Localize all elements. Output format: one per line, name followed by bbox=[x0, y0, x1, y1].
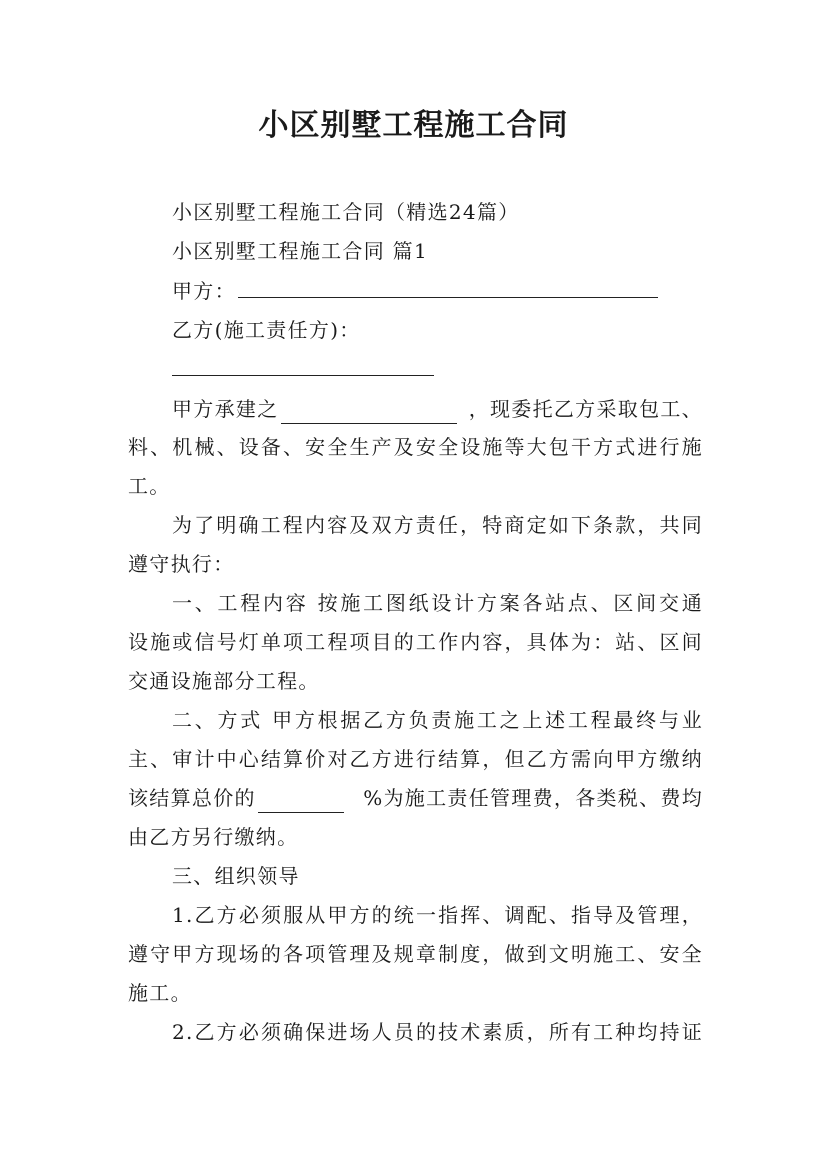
party-b-line bbox=[172, 354, 747, 384]
paragraph-2-line-2: 遵守执行： bbox=[128, 552, 235, 576]
paragraph-1-text-a: 甲方承建之 bbox=[172, 397, 279, 421]
paragraph-1-line-2: 料、机械、设备、安全生产及安全设施等大包干方式进行施 bbox=[128, 435, 703, 459]
paragraph-6-line-3: 施工。 bbox=[128, 981, 192, 1005]
paragraph-7-line-1: 2.乙方必须确保进场人员的技术素质，所有工种均持证 bbox=[172, 1020, 703, 1044]
paragraph-4-line-2: 主、审计中心结算价对乙方进行结算，但乙方需向甲方缴纳 bbox=[128, 747, 703, 771]
party-a-label: 甲方： bbox=[172, 279, 236, 303]
section-heading-organization: 三、组织领导 bbox=[172, 864, 300, 888]
paragraph-1-line-1 bbox=[172, 394, 703, 424]
party-a-line bbox=[172, 276, 747, 306]
paragraph-6-line-2: 遵守甲方现场的各项管理及规章制度，做到文明施工、安全 bbox=[128, 942, 703, 966]
paragraph-6-line-1: 1.乙方必须服从甲方的统一指挥、调配、指导及管理， bbox=[172, 903, 703, 927]
project-name-blank bbox=[281, 405, 457, 424]
party-b-label: 乙方(施工责任方)： bbox=[172, 318, 361, 342]
paragraph-4-line-4: 由乙方另行缴纳。 bbox=[128, 825, 299, 849]
fee-percent-blank bbox=[258, 794, 344, 813]
article-heading: 小区别墅工程施工合同 篇1 bbox=[172, 239, 428, 263]
paragraph-4-text-a: 该结算总价的 bbox=[128, 786, 256, 810]
paragraph-4-text-b: %为施工责任管理费，各类税、费均 bbox=[363, 786, 703, 810]
document-title: 小区别墅工程施工合同 bbox=[258, 108, 569, 143]
paragraph-4-line-1: 二、方式 甲方根据乙方负责施工之上述工程最终与业 bbox=[172, 708, 703, 732]
paragraph-3-line-2: 设施或信号灯单项工程项目的工作内容，具体为：站、区间 bbox=[128, 630, 703, 654]
party-a-blank bbox=[238, 279, 658, 298]
paragraph-1-text-b: ，现委托乙方采取包工、 bbox=[468, 397, 703, 421]
paragraph-3-line-3: 交通设施部分工程。 bbox=[128, 669, 320, 693]
document-subtitle: 小区别墅工程施工合同（精选24篇） bbox=[172, 200, 520, 224]
paragraph-3-line-1: 一、工程内容 按施工图纸设计方案各站点、区间交通 bbox=[172, 591, 703, 615]
paragraph-2-line-1: 为了明确工程内容及双方责任，特商定如下条款，共同 bbox=[172, 513, 703, 537]
paragraph-1-line-3: 工。 bbox=[128, 474, 171, 498]
paragraph-4-line-3 bbox=[128, 783, 703, 813]
party-b-blank bbox=[172, 357, 434, 376]
